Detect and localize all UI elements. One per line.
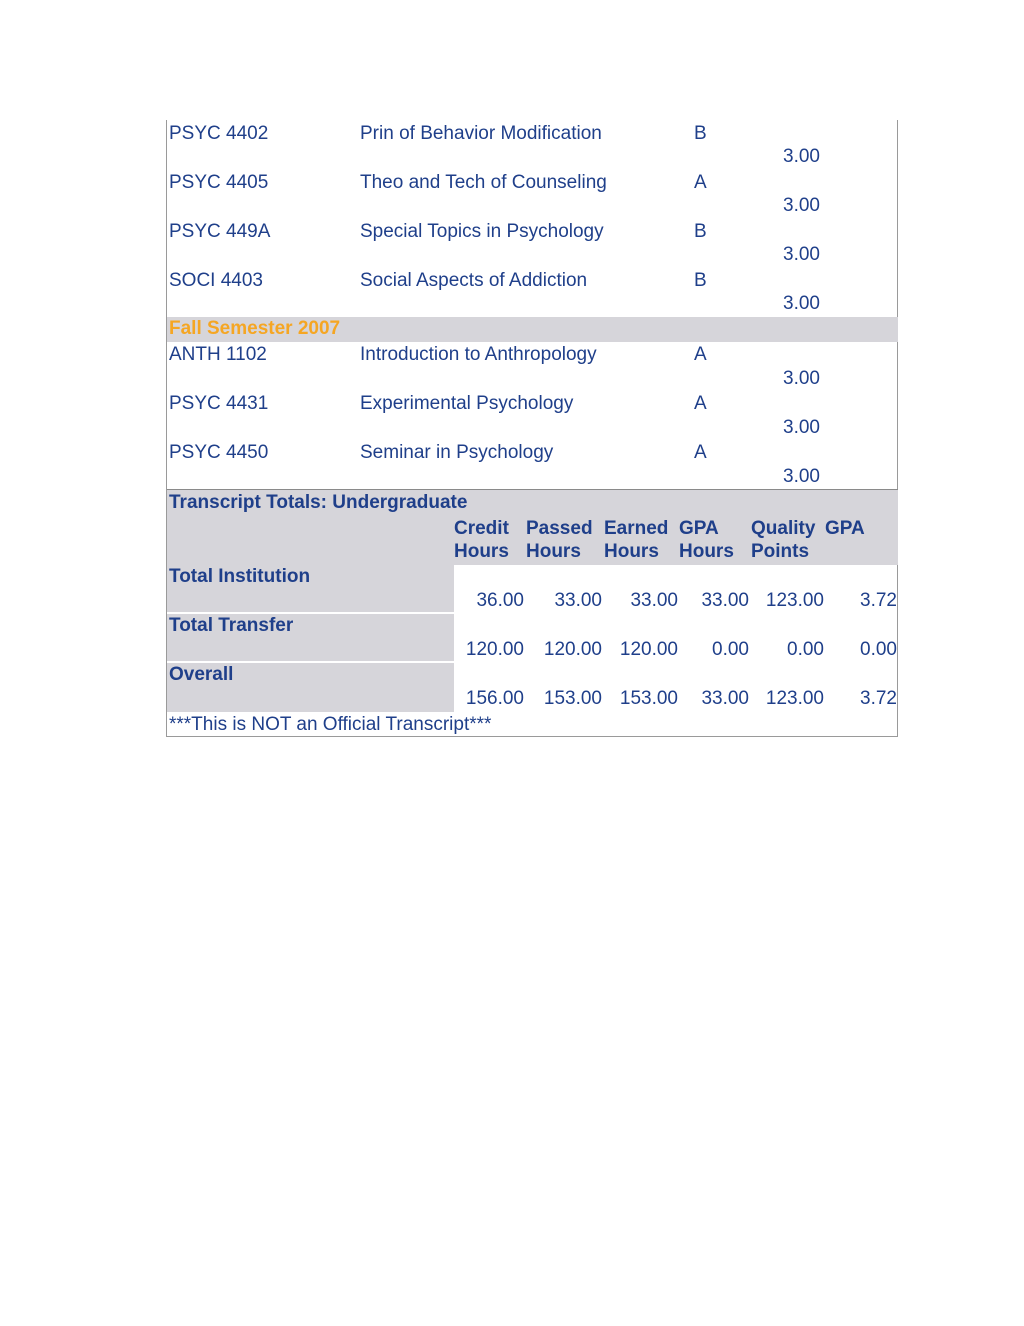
disclaimer-row — [167, 712, 898, 736]
header-quality-points: Points — [751, 541, 810, 562]
course-grade: A — [694, 442, 707, 463]
transcript-table — [166, 120, 898, 737]
course-row — [167, 120, 898, 169]
header-gpa-value: GPA — [825, 518, 865, 539]
passed-hours-value: 33.00 — [554, 590, 602, 611]
course-row — [167, 169, 898, 218]
course-hours: 3.00 — [783, 195, 820, 216]
header-passed-hours: Hours — [526, 541, 581, 562]
passed-hours-value: 120.00 — [543, 639, 602, 660]
gpa-hours-value: 33.00 — [701, 688, 749, 709]
quality-points-value: 0.00 — [787, 639, 824, 660]
semester-header — [167, 317, 898, 342]
course-row — [167, 267, 898, 316]
course-hours: 3.00 — [783, 466, 820, 487]
gpa-value: 3.72 — [860, 688, 897, 709]
course-code: PSYC 4402 — [169, 123, 269, 144]
course-code: PSYC 4405 — [169, 172, 269, 193]
course-code: PSYC 4431 — [169, 393, 269, 414]
totals-row — [167, 614, 898, 663]
course-grade: A — [694, 172, 707, 193]
course-row — [167, 440, 898, 489]
totals-row — [167, 565, 898, 614]
course-code: PSYC 449A — [169, 221, 271, 242]
credit-hours-value: 156.00 — [465, 688, 524, 709]
course-row — [167, 342, 898, 391]
gpa-value: 3.72 — [860, 590, 897, 611]
disclaimer: ***This is NOT an Official Transcript*** — [169, 714, 492, 735]
earned-hours-value: 33.00 — [630, 590, 678, 611]
course-hours: 3.00 — [783, 293, 820, 314]
row-label: Total Institution — [169, 566, 311, 587]
passed-hours-value: 153.00 — [543, 688, 602, 709]
course-hours: 3.00 — [783, 368, 820, 389]
course-title: Introduction to Anthropology — [360, 344, 597, 365]
gpa-hours-value: 33.00 — [701, 590, 749, 611]
earned-hours-value: 153.00 — [619, 688, 678, 709]
course-title: Prin of Behavior Modification — [360, 123, 602, 144]
course-grade: A — [694, 393, 707, 414]
course-title: Theo and Tech of Counseling — [360, 172, 607, 193]
course-grade: A — [694, 344, 707, 365]
semester-label: Fall Semester 2007 — [169, 318, 341, 339]
course-title: Seminar in Psychology — [360, 442, 554, 463]
course-hours: 3.00 — [783, 417, 820, 438]
header-credit: Credit — [454, 518, 509, 539]
header-earned-hours: Hours — [604, 541, 659, 562]
credit-hours-value: 36.00 — [476, 590, 524, 611]
course-code: SOCI 4403 — [169, 270, 263, 291]
course-grade: B — [694, 221, 707, 242]
quality-points-value: 123.00 — [765, 688, 824, 709]
course-grade: B — [694, 123, 707, 144]
credit-hours-value: 120.00 — [465, 639, 524, 660]
course-title: Social Aspects of Addiction — [360, 270, 588, 291]
course-title: Special Topics in Psychology — [360, 221, 604, 242]
course-hours: 3.00 — [783, 146, 820, 167]
course-code: ANTH 1102 — [169, 344, 267, 365]
row-label: Total Transfer — [169, 615, 294, 636]
gpa-value: 0.00 — [860, 639, 897, 660]
course-hours: 3.00 — [783, 244, 820, 265]
course-code: PSYC 4450 — [169, 442, 269, 463]
course-title: Experimental Psychology — [360, 393, 574, 414]
header-passed: Passed — [526, 518, 593, 539]
row-label: Overall — [169, 664, 234, 685]
course-row — [167, 391, 898, 440]
header-credit-hours: Hours — [454, 541, 509, 562]
gpa-hours-value: 0.00 — [712, 639, 749, 660]
quality-points-value: 123.00 — [765, 590, 824, 611]
course-row — [167, 218, 898, 267]
course-grade: B — [694, 270, 707, 291]
header-gpa: GPA — [679, 518, 719, 539]
earned-hours-value: 120.00 — [619, 639, 678, 660]
column-headers — [454, 516, 898, 565]
header-quality: Quality — [751, 518, 816, 539]
header-earned: Earned — [604, 518, 669, 539]
totals-header — [167, 490, 898, 565]
totals-row — [167, 663, 898, 712]
header-gpa-hours: Hours — [679, 541, 734, 562]
totals-title: Transcript Totals: Undergraduate — [169, 492, 468, 513]
